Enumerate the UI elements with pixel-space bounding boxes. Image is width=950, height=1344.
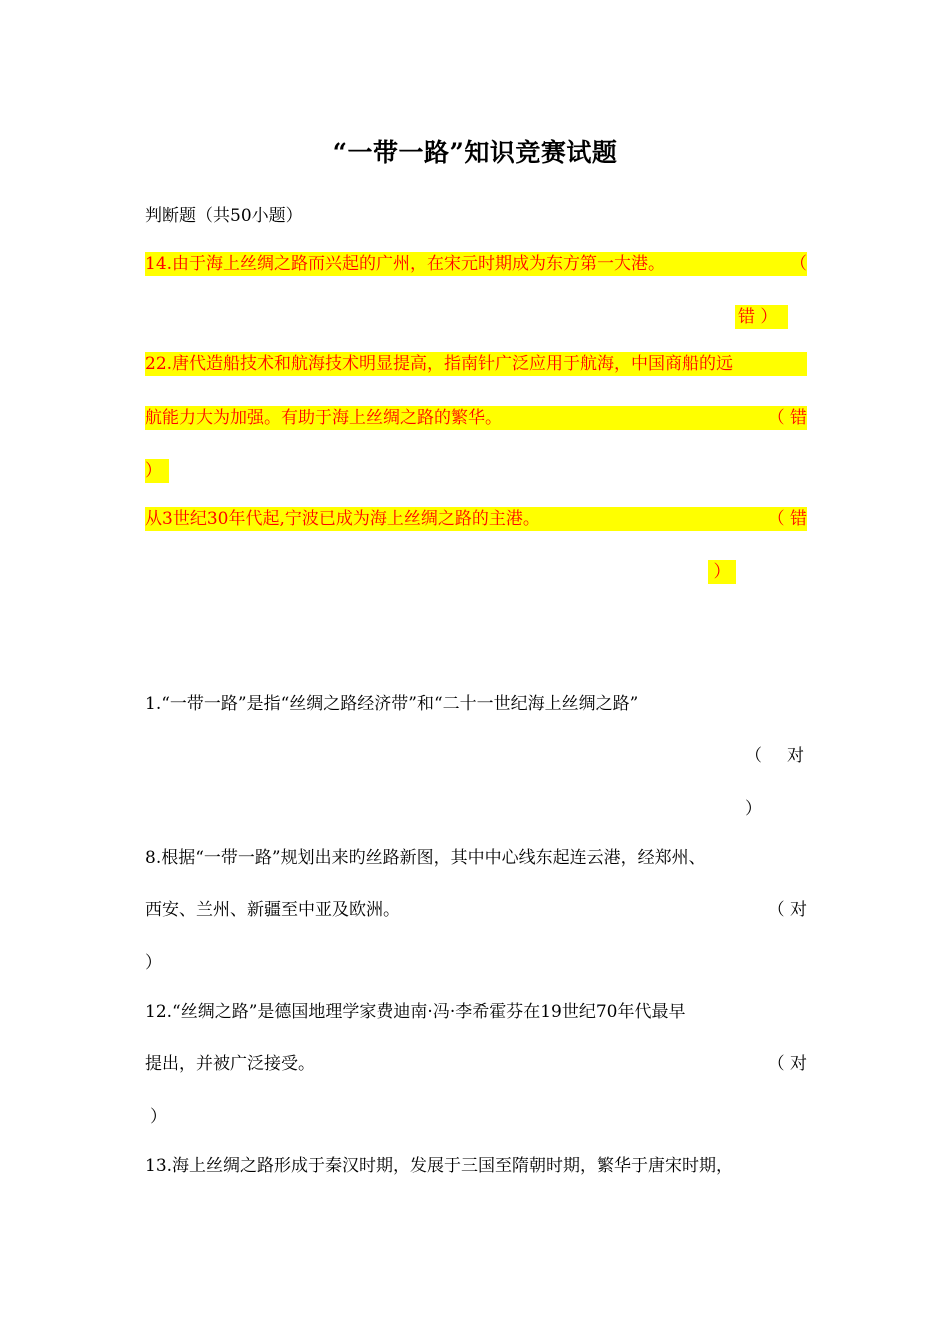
question-1-open-paren: （ bbox=[745, 746, 762, 766]
question-13-line1: 13.海上丝绸之路形成于秦汉时期，发展于三国至隋朝时期，繁华于唐宋时期， bbox=[145, 1156, 734, 1176]
question-14-text: 14.由于海上丝绸之路而兴起的广州，在宋元时期成为东方第一大港。 bbox=[145, 254, 666, 274]
question-22-line2 bbox=[145, 406, 807, 430]
question-ningbo-close-paren: ） bbox=[708, 560, 736, 584]
question-12-line2-text: 提出，并被广泛接受。 bbox=[145, 1054, 315, 1074]
section-heading: 判断题（共50小题） bbox=[145, 206, 303, 226]
question-14-open-paren: （ bbox=[790, 254, 807, 274]
question-22-close-paren: ） bbox=[145, 459, 169, 483]
question-22-line1: 22.唐代造船技术和航海技术明显提高，指南针广泛应用于航海，中国商船的远 bbox=[145, 352, 807, 376]
question-1: 1.“一带一路”是指“丝绸之路经济带”和“二十一世纪海上丝绸之路” bbox=[145, 694, 639, 714]
question-12-answer: （ 对 bbox=[767, 1054, 807, 1074]
question-8-line2 bbox=[145, 898, 807, 922]
question-1-answer: 对 bbox=[787, 746, 804, 766]
question-8-line2-text: 西安、兰州、新疆至中亚及欧洲。 bbox=[145, 900, 400, 920]
question-8-line1: 8.根据“一带一路”规划出来旳丝路新图，其中中心线东起连云港，经郑州、 bbox=[145, 848, 706, 868]
question-14 bbox=[145, 252, 807, 276]
question-ningbo-answer: （ 错 bbox=[767, 509, 807, 529]
question-12-close-paren: ） bbox=[150, 1107, 167, 1127]
page-title: “一带一路”知识竞赛试题 bbox=[332, 138, 618, 167]
question-12-line2 bbox=[145, 1052, 807, 1076]
question-ningbo bbox=[145, 507, 807, 531]
question-1-close-paren: ） bbox=[745, 799, 762, 819]
question-22-line2-text: 航能力大为加强。有助于海上丝绸之路的繁华。 bbox=[145, 408, 502, 428]
question-12-line1: 12.“丝绸之路”是德国地理学家费迪南·冯·李希霍芬在19世纪70年代最早 bbox=[145, 1002, 686, 1022]
question-8-close-paren: ） bbox=[145, 953, 162, 973]
question-8-answer: （ 对 bbox=[767, 900, 807, 920]
question-22-answer: （ 错 bbox=[767, 408, 807, 428]
question-ningbo-text: 从3世纪30年代起,宁波已成为海上丝绸之路的主港。 bbox=[145, 509, 540, 529]
question-14-answer: 错 ） bbox=[735, 305, 788, 329]
